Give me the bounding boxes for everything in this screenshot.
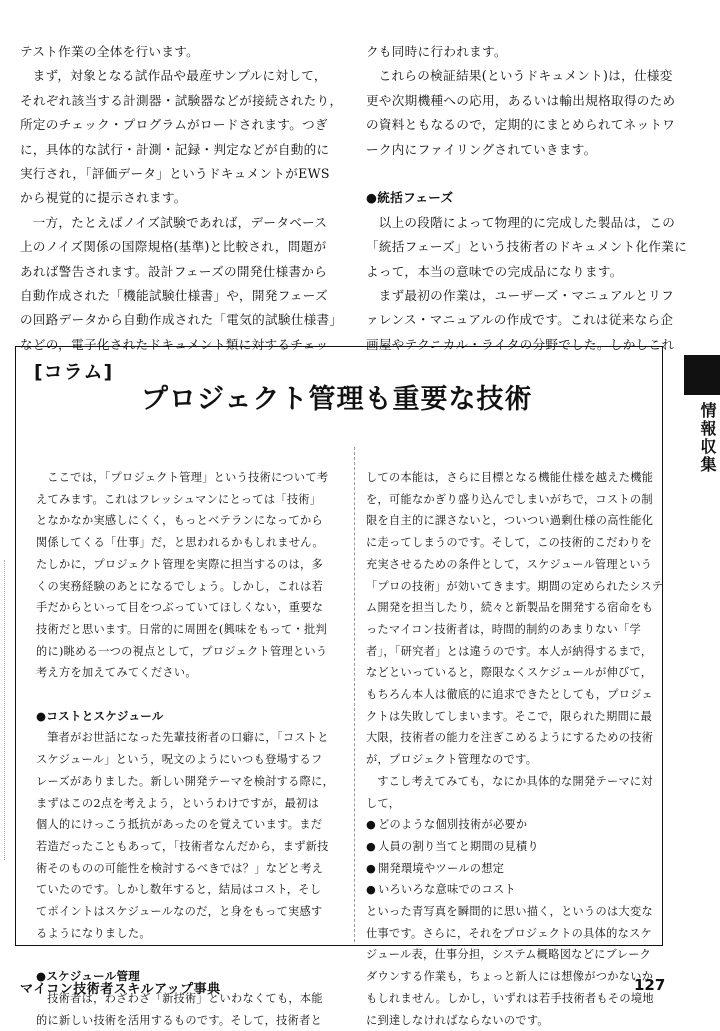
- text-line: を，可能なかぎり盛り込んでしまいがちで，コストの制: [366, 492, 653, 506]
- text-line: といった青写真を瞬間的に思い描く，というのは大変な: [366, 905, 653, 919]
- text-line: などといっていると，際限なくスケジュールが伸びて，: [366, 666, 653, 680]
- text-line: テスト作業の全体を行います。: [20, 44, 200, 59]
- blank-line: [366, 162, 676, 186]
- text-line: 上のノイズ関係の国際規格(基準)と比較され，問題が: [20, 239, 327, 255]
- column-label: [コラム]: [34, 361, 114, 383]
- text-line: 技術者は，わざわざ「新技術」といわなくても，本能: [47, 991, 323, 1005]
- text-line: 考え方を加えてみてください。: [36, 666, 197, 680]
- text-line: ていたのです。しかし数年すると，結局はコスト，そし: [36, 883, 322, 897]
- blank-line: [36, 684, 346, 706]
- bullet-item: ● 開発環境やツールの想定: [366, 858, 656, 880]
- text-line: 関係してくる「仕事」だ，と思われるかもしれません。: [36, 536, 324, 550]
- text-line: の回路データから自動作成された「電気的試験仕様書」: [20, 312, 343, 328]
- text-line: 的に)眺める一つの視点として，プロジェクト管理という: [36, 644, 328, 658]
- text-line: ここでは，「プロジェクト管理」という技術について考: [47, 471, 329, 484]
- text-line: の資料ともなるので，定期的にまとめられてネットワ: [366, 117, 676, 133]
- bullet-item: ● 人員の割り当てと期間の見積り: [366, 836, 656, 858]
- text-line: に走ってしまうのです。そして，この技術的こだわりを: [366, 536, 653, 550]
- section-heading: ●統括フェーズ: [366, 190, 454, 206]
- text-line: まずはこの2点を考えよう，というわけですが，最初は: [36, 796, 320, 810]
- text-line: えてみます。これはフレッシュマンにとっては「技術」: [36, 492, 322, 506]
- text-line: ム開発を担当したり，続々と新製品を開発する宿命をも: [366, 601, 654, 615]
- text-line: ったマイコン技術者は，時間的制約のあまりない「学: [366, 622, 642, 636]
- text-line: して，: [366, 796, 401, 810]
- text-line: 「プロの技術」が効いてきます。期間の定められたシステ: [366, 579, 664, 593]
- text-line: に到達しなければならないのです。: [366, 1013, 549, 1027]
- text-line: 者」，「研究者」とは違うのです。本人が納得するまで，: [366, 644, 653, 658]
- text-line: 画屋やテクニカル・ライタの分野でした。しかしこれ: [366, 336, 675, 352]
- text-line: クも同時に行われます。: [366, 44, 507, 59]
- text-line: あれば警告されます。設計フェーズの開発仕様書から: [20, 263, 328, 279]
- text-line: クトは失敗してしまいます。そこで，限られた期間に最: [366, 709, 653, 723]
- text-line: もしれません。しかし，いずれは若手技術者もその境地: [366, 991, 654, 1005]
- column-text-right: [366, 467, 664, 1031]
- text-line: ダウンする作業も，ちょっと新人には想像がつかないか: [366, 970, 654, 984]
- text-line: ァレンス・マニュアルの作成です。これは従来なら企: [366, 312, 674, 328]
- column-title: プロジェクト管理も重要な技術: [141, 384, 533, 415]
- text-line: しての本能は，さらに目標となる機能仕様を越えた機能: [366, 471, 654, 484]
- text-line: 術そのものの可能性を検討するべきでは？」などと考え: [36, 861, 324, 875]
- text-line: などの，電子化されたドキュメント類に対するチェッ: [20, 336, 329, 352]
- text-line: 所定のチェック・プログラムがロードされます。つぎ: [20, 117, 328, 133]
- text-line: まず，対象となる試作品や最産サンプルに対して，: [32, 68, 327, 84]
- text-line: 自動作成された「機能試験仕様書」や，開発フェーズ: [20, 288, 328, 304]
- side-tab-marker: [684, 355, 720, 395]
- section-heading: ●コストとスケジュール: [36, 708, 164, 723]
- text-line: 的に新しい技術を活用するものです。そして，技術者と: [36, 1013, 323, 1027]
- text-line: ジュール表，仕事分担，システム概略図などにブレーク: [366, 948, 652, 962]
- text-line: たしかに，プロジェクト管理を実際に担当するのは，多: [36, 557, 323, 571]
- text-line: 技術だと思います。日常的に周囲を(興味をもって・批判: [36, 622, 327, 636]
- text-line: それぞれ該当する計測器・試験器などが接続されたり，: [20, 92, 343, 108]
- text-line: 大限，技術者の能力を注ぎこめるようにするための技術: [366, 731, 654, 745]
- text-line: 手だからといって目をつぶっていてほしくない，重要な: [36, 601, 324, 615]
- text-line: 若造だったこともあって，「技術者なんだから，まず新技: [36, 839, 329, 853]
- text-line: ーク内にファイリングされていきます。: [366, 141, 597, 157]
- text-line: 更や次期機種への応用，あるいは輸出規格取得のため: [366, 92, 676, 108]
- text-line: くの実務経験のあとになるでしょう。しかし，これは若: [36, 579, 324, 593]
- page-number: 127: [634, 976, 666, 994]
- text-line: から視覚的に提示されます。: [20, 190, 187, 206]
- text-line: もちろん本人は徹底的に追求できたとしても，プロジェ: [366, 688, 653, 702]
- text-line: が，プロジェクト管理なのです。: [366, 753, 538, 767]
- text-line: に，具体的な試行・計測・記録・判定などが自動的に: [20, 141, 330, 157]
- bullet-item: ● いろいろな意味でのコスト: [366, 879, 656, 901]
- column-divider: [354, 447, 355, 942]
- margin-dotted-line: [4, 560, 5, 860]
- section-heading: ●スケジュール管理: [36, 969, 141, 984]
- body-column-right: [366, 40, 688, 357]
- bullet-item: ● どのような個別技術が必要か: [366, 814, 656, 836]
- side-section-label: 情報収集: [698, 402, 717, 474]
- text-line: 限を自主的に課さないと，ついつい過剰仕様の高性能化: [366, 514, 654, 528]
- footer-book-title: マイコン技術者スキルアップ事典: [20, 982, 221, 997]
- column-text-left: [36, 467, 346, 1031]
- text-line: 個人的にけっこう抵抗があったのを覚えています。まだ: [36, 818, 323, 832]
- text-line: 充実させるための条件として，スケジュール管理という: [366, 557, 653, 571]
- text-line: これらの検証結果(というドキュメント)は，仕様変: [378, 68, 673, 84]
- text-line: 筆者がお世話になった先輩技術者の口癖に，「コストと: [47, 731, 329, 745]
- text-line: 「統括フェーズ」という技術者のドキュメント化作業に: [366, 239, 688, 255]
- text-line: るようになりました。: [36, 926, 151, 940]
- text-line: すこし考えてみても，なにか具体的な開発テーマに対: [377, 774, 653, 788]
- text-line: スケジュール」という，呪文のようにいつも登場するフ: [36, 753, 323, 767]
- body-column-left: [20, 40, 345, 357]
- text-line: 実行され，「評価データ」というドキュメントがEWS: [20, 166, 330, 182]
- text-line: 一方，たとえばノイズ試験であれば，データベース: [32, 214, 328, 230]
- text-line: となかなか実感しにくく，もっとベテランになってから: [36, 514, 323, 528]
- text-line: てポイントはスケジュールなのだ，と身をもって実感す: [36, 905, 323, 919]
- text-line: レーズがありました。新しい開発テーマを検討する際に，: [36, 774, 335, 788]
- text-line: まず最初の作業は，ユーザーズ・マニュアルとリフ: [378, 288, 675, 304]
- text-line: 仕事です。さらに，それをプロジェクトの具体的なスケ: [366, 926, 653, 940]
- text-line: よって，本当の意味での完成品になります。: [366, 263, 623, 279]
- text-line: 以上の段階によって物理的に完成した製品は，この: [378, 214, 676, 230]
- blank-line: [36, 944, 346, 966]
